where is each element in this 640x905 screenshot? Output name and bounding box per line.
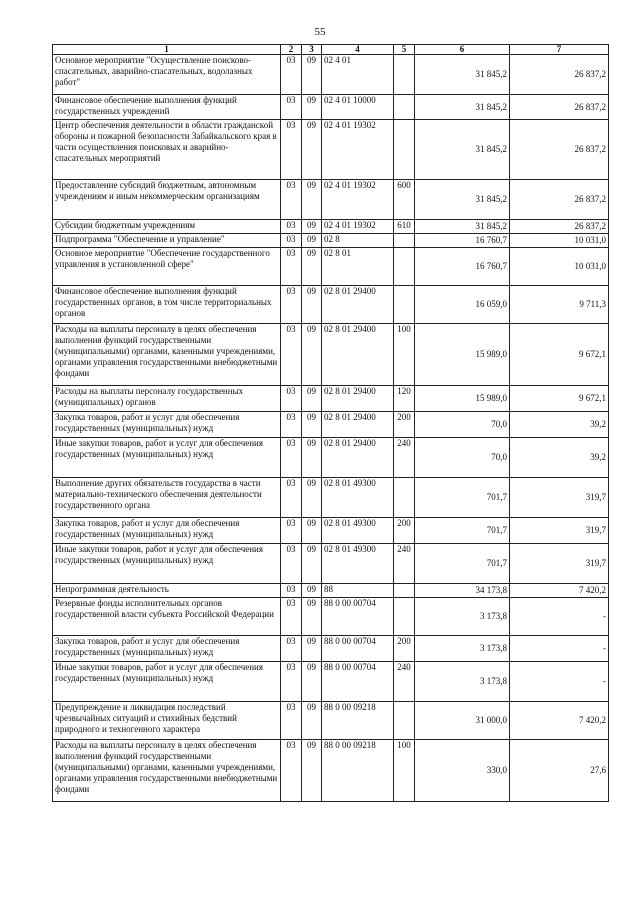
row-name-cell: Основное мероприятие "Осуществление поисково-спасательных, аварийно-спасательных, водолазных работ": [53, 55, 281, 95]
table-row: [53, 662, 609, 702]
section-code-cell: 03: [281, 386, 302, 412]
subsection-code-cell: 09: [302, 55, 322, 95]
row-name-cell: Расходы на выплаты персоналу государственных (муниципальных) органов: [53, 386, 281, 412]
amount-col6-cell: 31 845,2: [415, 220, 510, 234]
section-code-cell: 03: [281, 598, 302, 636]
amount-col6-cell: 701,7: [415, 518, 510, 544]
target-article-cell: 02 8 01 29400: [322, 386, 394, 412]
amount-col7-cell: 26 837,2: [510, 120, 609, 180]
amount-col6-cell: 31 845,2: [415, 180, 510, 220]
subsection-code-cell: 09: [302, 180, 322, 220]
row-name-cell: Резервные фонды исполнительных органов государственной власти субъекта Российской Федерации: [53, 598, 281, 636]
expense-type-cell: [394, 95, 415, 120]
row-name-cell: Основное мероприятие "Обеспечение государственного управления в установленной сфере": [53, 248, 281, 286]
table-row: [53, 740, 609, 802]
amount-col7-cell: -: [510, 598, 609, 636]
expense-type-cell: 610: [394, 220, 415, 234]
amount-col6-cell: 701,7: [415, 544, 510, 584]
amount-col6-cell: 330,0: [415, 740, 510, 802]
row-name-cell: Непрограммная деятельность: [53, 584, 281, 598]
row-name-cell: Закупка товаров, работ и услуг для обеспечения государственных (муниципальных) нужд: [53, 412, 281, 438]
table-row: [53, 518, 609, 544]
table-row: [53, 248, 609, 286]
amount-col6-cell: 34 173,8: [415, 584, 510, 598]
expense-type-cell: 240: [394, 544, 415, 584]
subsection-code-cell: 09: [302, 438, 322, 478]
amount-col7-cell: 319,7: [510, 478, 609, 518]
subsection-code-cell: 09: [302, 636, 322, 662]
section-code-cell: 03: [281, 248, 302, 286]
amount-col6-cell: 16 760,7: [415, 234, 510, 248]
amount-col6-cell: 31 000,0: [415, 702, 510, 740]
amount-col6-cell: 15 989,0: [415, 324, 510, 386]
amount-col6-cell: 70,0: [415, 438, 510, 478]
target-article-cell: 02 8 01 29400: [322, 438, 394, 478]
row-name-cell: Субсидии бюджетным учреждениям: [53, 220, 281, 234]
table-row: [53, 120, 609, 180]
amount-col7-cell: 10 031,0: [510, 248, 609, 286]
target-article-cell: 88 0 00 00704: [322, 598, 394, 636]
subsection-code-cell: 09: [302, 95, 322, 120]
expense-type-cell: [394, 598, 415, 636]
subsection-code-cell: 09: [302, 740, 322, 802]
amount-col7-cell: 7 420,2: [510, 702, 609, 740]
subsection-code-cell: 09: [302, 702, 322, 740]
amount-col6-cell: 16 760,7: [415, 248, 510, 286]
row-name-cell: Финансовое обеспечение выполнения функций государственных учреждений: [53, 95, 281, 120]
amount-col6-cell: 3 173,8: [415, 662, 510, 702]
table-row: [53, 55, 609, 95]
row-name-cell: Центр обеспечения деятельности в области гражданской обороны и пожарной безопасности Забайкальского края в части осуществления поисковых и аварийно-спасательных мероприятий: [53, 120, 281, 180]
target-article-cell: 02 4 01 19302: [322, 120, 394, 180]
expense-type-cell: [394, 584, 415, 598]
target-article-cell: 02 8 01 29400: [322, 286, 394, 324]
column-header: 4: [322, 45, 394, 55]
subsection-code-cell: 09: [302, 248, 322, 286]
section-code-cell: 03: [281, 702, 302, 740]
expense-type-cell: [394, 234, 415, 248]
amount-col7-cell: 26 837,2: [510, 180, 609, 220]
table-row: [53, 324, 609, 386]
row-name-cell: Расходы на выплаты персоналу в целях обеспечения выполнения функций государственными (муниципальными) органами, казенными учреждениями, органами управления государственными внебюджетными фондами: [53, 324, 281, 386]
amount-col6-cell: 701,7: [415, 478, 510, 518]
amount-col7-cell: -: [510, 636, 609, 662]
section-code-cell: 03: [281, 324, 302, 386]
expense-type-cell: 200: [394, 412, 415, 438]
amount-col6-cell: 3 173,8: [415, 598, 510, 636]
amount-col7-cell: 26 837,2: [510, 95, 609, 120]
subsection-code-cell: 09: [302, 234, 322, 248]
section-code-cell: 03: [281, 544, 302, 584]
row-name-cell: Предоставление субсидий бюджетным, автономным учреждениям и иным некоммерческим организациям: [53, 180, 281, 220]
target-article-cell: 02 8 01 49300: [322, 518, 394, 544]
amount-col7-cell: 9 672,1: [510, 386, 609, 412]
subsection-code-cell: 09: [302, 598, 322, 636]
row-name-cell: Расходы на выплаты персоналу в целях обеспечения выполнения функций государственными (муниципальными) органами, казенными учреждениями, органами управления государственными внебюджетными фондами: [53, 740, 281, 802]
section-code-cell: 03: [281, 438, 302, 478]
row-name-cell: Выполнение других обязательств государства в части материально-технического обеспечения деятельности государственного органа: [53, 478, 281, 518]
amount-col6-cell: 15 989,0: [415, 386, 510, 412]
section-code-cell: 03: [281, 740, 302, 802]
amount-col7-cell: 9 711,3: [510, 286, 609, 324]
subsection-code-cell: 09: [302, 412, 322, 438]
amount-col6-cell: 70,0: [415, 412, 510, 438]
expense-type-cell: 200: [394, 518, 415, 544]
target-article-cell: 02 4 01 19302: [322, 220, 394, 234]
expense-type-cell: 600: [394, 180, 415, 220]
column-header: 7: [510, 45, 609, 55]
section-code-cell: 03: [281, 662, 302, 702]
table-row: [53, 412, 609, 438]
expense-type-cell: [394, 478, 415, 518]
table-row: [53, 286, 609, 324]
amount-col6-cell: 31 845,2: [415, 95, 510, 120]
expense-type-cell: [394, 286, 415, 324]
table-row: [53, 220, 609, 234]
target-article-cell: 02 4 01 10000: [322, 95, 394, 120]
subsection-code-cell: 09: [302, 478, 322, 518]
table-row: [53, 702, 609, 740]
section-code-cell: 03: [281, 636, 302, 662]
target-article-cell: 02 8 01 49300: [322, 544, 394, 584]
section-code-cell: 03: [281, 518, 302, 544]
table-row: [53, 95, 609, 120]
section-code-cell: 03: [281, 234, 302, 248]
table-row: [53, 584, 609, 598]
expense-type-cell: 120: [394, 386, 415, 412]
table-row: [53, 598, 609, 636]
expense-type-cell: [394, 702, 415, 740]
subsection-code-cell: 09: [302, 662, 322, 702]
subsection-code-cell: 09: [302, 386, 322, 412]
target-article-cell: 02 4 01 19302: [322, 180, 394, 220]
page-number: 55: [314, 26, 326, 38]
section-code-cell: 03: [281, 412, 302, 438]
table-row: [53, 544, 609, 584]
amount-col7-cell: 26 837,2: [510, 55, 609, 95]
section-code-cell: 03: [281, 180, 302, 220]
row-name-cell: Иные закупки товаров, работ и услуг для обеспечения государственных (муниципальных) нужд: [53, 544, 281, 584]
column-number-row: [53, 45, 609, 55]
target-article-cell: 02 4 01: [322, 55, 394, 95]
subsection-code-cell: 09: [302, 220, 322, 234]
amount-col7-cell: 319,7: [510, 544, 609, 584]
target-article-cell: 88 0 00 00704: [322, 662, 394, 702]
column-header: 3: [302, 45, 322, 55]
expense-type-cell: 100: [394, 740, 415, 802]
table-row: [53, 478, 609, 518]
subsection-code-cell: 09: [302, 324, 322, 386]
table-row: [53, 636, 609, 662]
amount-col6-cell: 3 173,8: [415, 636, 510, 662]
target-article-cell: 02 8 01: [322, 248, 394, 286]
table-row: [53, 438, 609, 478]
amount-col7-cell: 39,2: [510, 438, 609, 478]
expense-type-cell: 200: [394, 636, 415, 662]
amount-col7-cell: 9 672,1: [510, 324, 609, 386]
section-code-cell: 03: [281, 286, 302, 324]
amount-col7-cell: 27,6: [510, 740, 609, 802]
amount-col7-cell: 7 420,2: [510, 584, 609, 598]
row-name-cell: Финансовое обеспечение выполнения функций государственных органов, в том числе территориальных органов: [53, 286, 281, 324]
expense-type-cell: 240: [394, 438, 415, 478]
target-article-cell: 02 8: [322, 234, 394, 248]
column-header: 1: [53, 45, 281, 55]
row-name-cell: Иные закупки товаров, работ и услуг для обеспечения государственных (муниципальных) нужд: [53, 662, 281, 702]
target-article-cell: 88: [322, 584, 394, 598]
subsection-code-cell: 09: [302, 286, 322, 324]
expense-type-cell: [394, 55, 415, 95]
subsection-code-cell: 09: [302, 544, 322, 584]
section-code-cell: 03: [281, 120, 302, 180]
amount-col6-cell: 31 845,2: [415, 55, 510, 95]
column-header: 6: [415, 45, 510, 55]
amount-col6-cell: 16 059,0: [415, 286, 510, 324]
section-code-cell: 03: [281, 478, 302, 518]
amount-col7-cell: 319,7: [510, 518, 609, 544]
section-code-cell: 03: [281, 55, 302, 95]
section-code-cell: 03: [281, 95, 302, 120]
amount-col7-cell: 26 837,2: [510, 220, 609, 234]
budget-table: [52, 44, 609, 802]
row-name-cell: Иные закупки товаров, работ и услуг для обеспечения государственных (муниципальных) нужд: [53, 438, 281, 478]
column-header: 2: [281, 45, 302, 55]
target-article-cell: 88 0 00 09218: [322, 702, 394, 740]
target-article-cell: 02 8 01 49300: [322, 478, 394, 518]
row-name-cell: Подпрограмма "Обеспечение и управление": [53, 234, 281, 248]
target-article-cell: 02 8 01 29400: [322, 324, 394, 386]
row-name-cell: Предупреждение и ликвидация последствий чрезвычайных ситуаций и стихийных бедствий природного и техногенного характера: [53, 702, 281, 740]
section-code-cell: 03: [281, 584, 302, 598]
subsection-code-cell: 09: [302, 584, 322, 598]
expense-type-cell: [394, 248, 415, 286]
amount-col7-cell: -: [510, 662, 609, 702]
target-article-cell: 02 8 01 29400: [322, 412, 394, 438]
table-row: [53, 386, 609, 412]
expense-type-cell: 100: [394, 324, 415, 386]
subsection-code-cell: 09: [302, 518, 322, 544]
column-header: 5: [394, 45, 415, 55]
row-name-cell: Закупка товаров, работ и услуг для обеспечения государственных (муниципальных) нужд: [53, 636, 281, 662]
expense-type-cell: 240: [394, 662, 415, 702]
table-row: [53, 180, 609, 220]
table-body: [53, 45, 609, 802]
target-article-cell: 88 0 00 00704: [322, 636, 394, 662]
amount-col7-cell: 39,2: [510, 412, 609, 438]
subsection-code-cell: 09: [302, 120, 322, 180]
target-article-cell: 88 0 00 09218: [322, 740, 394, 802]
expense-type-cell: [394, 120, 415, 180]
section-code-cell: 03: [281, 220, 302, 234]
amount-col7-cell: 10 031,0: [510, 234, 609, 248]
amount-col6-cell: 31 845,2: [415, 120, 510, 180]
row-name-cell: Закупка товаров, работ и услуг для обеспечения государственных (муниципальных) нужд: [53, 518, 281, 544]
table-row: [53, 234, 609, 248]
